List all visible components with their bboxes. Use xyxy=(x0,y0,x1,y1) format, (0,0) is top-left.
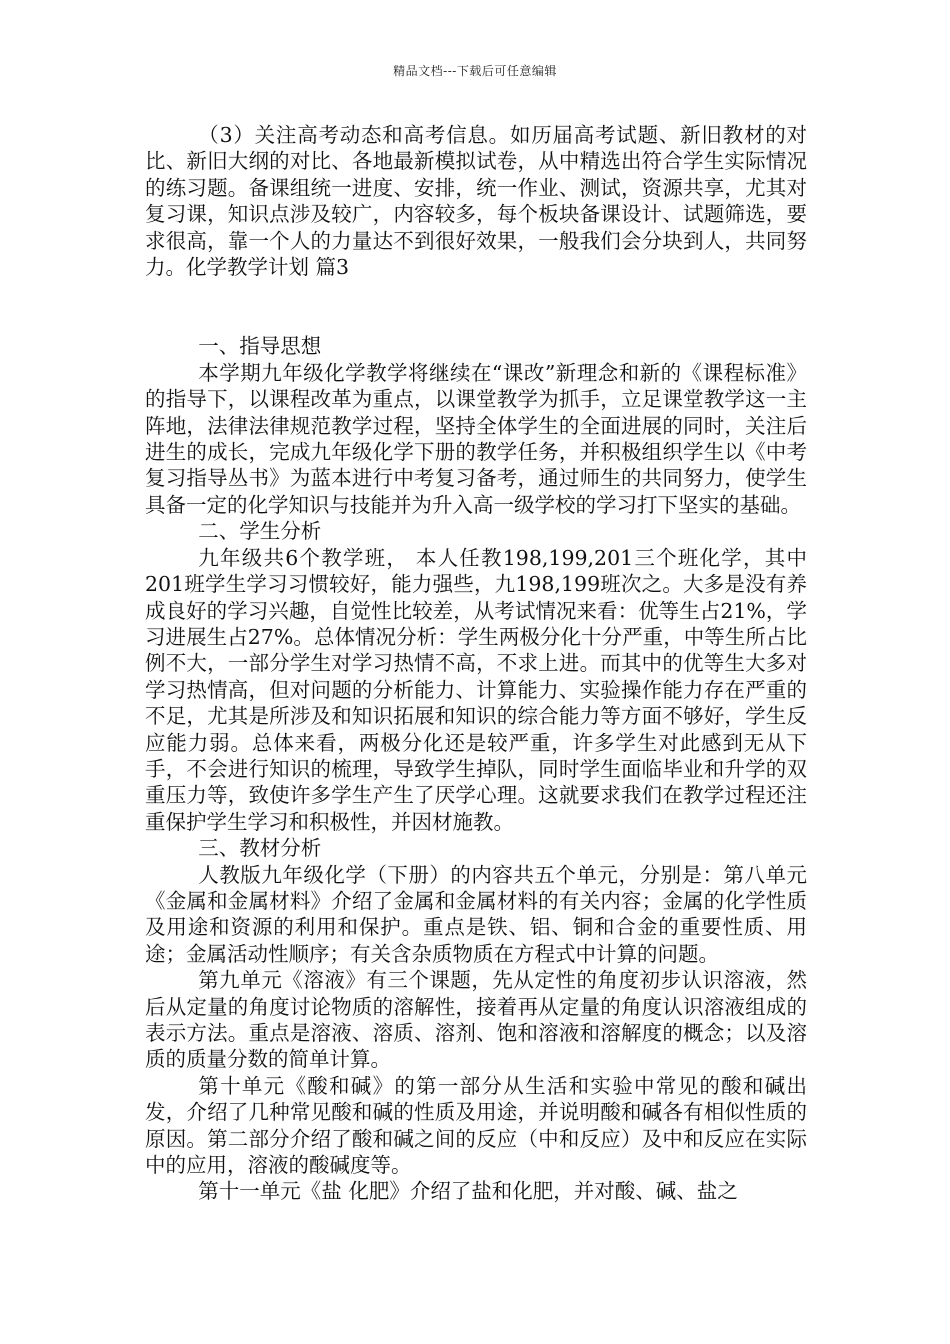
page-header: 精品文档---下载后可任意编辑 xyxy=(393,64,557,78)
document-body xyxy=(145,122,807,1205)
paragraph-intro: （3）关注高考动态和高考信息。如历届高考试题、新旧教材的对比、新旧大纲的对比、各地最新模拟试卷，从中精选出符合学生实际情况的练习题。备课组统一进度、安排，统一作业、测试，资源共享，尤其对复习课，知识点涉及较广，内容较多，每个板块备课设计、试题筛选，要求很高，靠一个人的力量达不到很好效果，一般我们会分块到人，共同努力。化学教学计划 篇3 xyxy=(145,123,807,280)
paragraph-guiding-thought: 本学期九年级化学教学将继续在“课改”新理念和新的《课程标准》的指导下，以课程改革为重点，以课堂教学为抓手，立足课堂教学这一主阵地，法律法律规范教学过程，坚持全体学生的全面进展的同时，关注后进生的成长，完成九年级化学下册的教学任务，并积极组织学生以《中考复习指导丛书》为蓝本进行中考复习备考，通过师生的共同努力，使学生具备一定的化学知识与技能并为升入高一级学校的学习打下坚实的基础。 xyxy=(145,360,807,517)
paragraph-student-analysis: 九年级共6个教学班， 本人任教198,199,201三个班化学，其中201班学生学习习惯较好，能力强些，九198,199班次之。大多是没有养成良好的学习兴趣，自觉性比较差，从考试情况来看：优等生占21%，学习进展生占27%。总体情况分析：学生两极分化十分严重，中等生所占比例不大，一部分学生对学习热情不高，不求上进。而其中的优等生大多对学习热情高，但对问题的分析能力、计算能力、实验操作能力存在严重的不足，尤其是所涉及和知识拓展和知识的综合能力等方面不够好，学生反应能力弱。总体来看，两极分化还是较严重，许多学生对此感到无从下手，不会进行知识的梳理，导致学生掉队，同时学生面临毕业和升学的双重压力等，致使许多学生产生了厌学心理。这就要求我们在教学过程还注重保护学生学习和积极性，并因材施教。 xyxy=(145,545,807,834)
paragraph-unit-10: 第十单元《酸和碱》的第一部分从生活和实验中常见的酸和碱出发，介绍了几种常见酸和碱的性质及用途，并说明酸和碱各有相似性质的原因。第二部分介绍了酸和碱之间的反应（中和反应）及中和反应在实际中的应用，溶液的酸碱度等。 xyxy=(145,1073,807,1178)
section-heading-textbook-analysis: 三、教材分析 xyxy=(198,836,322,861)
section-heading-guiding-thought: 一、指导思想 xyxy=(198,334,322,359)
paragraph-unit-8: 人教版九年级化学（下册）的内容共五个单元，分别是：第八单元《金属和金属材料》介绍了金属和金属材料的有关内容；金属的化学性质及用途和资源的利用和保护。重点是铁、铝、铜和合金的重要性质、用途；金属活动性顺序；有关含杂质物质在方程式中计算的问题。 xyxy=(145,862,807,966)
section-heading-student-analysis: 二、学生分析 xyxy=(198,519,322,544)
paragraph-unit-9: 第九单元《溶液》有三个课题，先从定性的角度初步认识溶液，然后从定量的角度讨论物质的溶解性，接着再从定量的角度认识溶液组成的表示方法。重点是溶液、溶质、溶剂、饱和溶液和溶解度的概念；以及溶质的质量分数的简单计算。 xyxy=(145,968,807,1072)
paragraph-unit-11: 第十一单元《盐 化肥》介绍了盐和化肥，并对酸、碱、盐之 xyxy=(198,1179,738,1204)
